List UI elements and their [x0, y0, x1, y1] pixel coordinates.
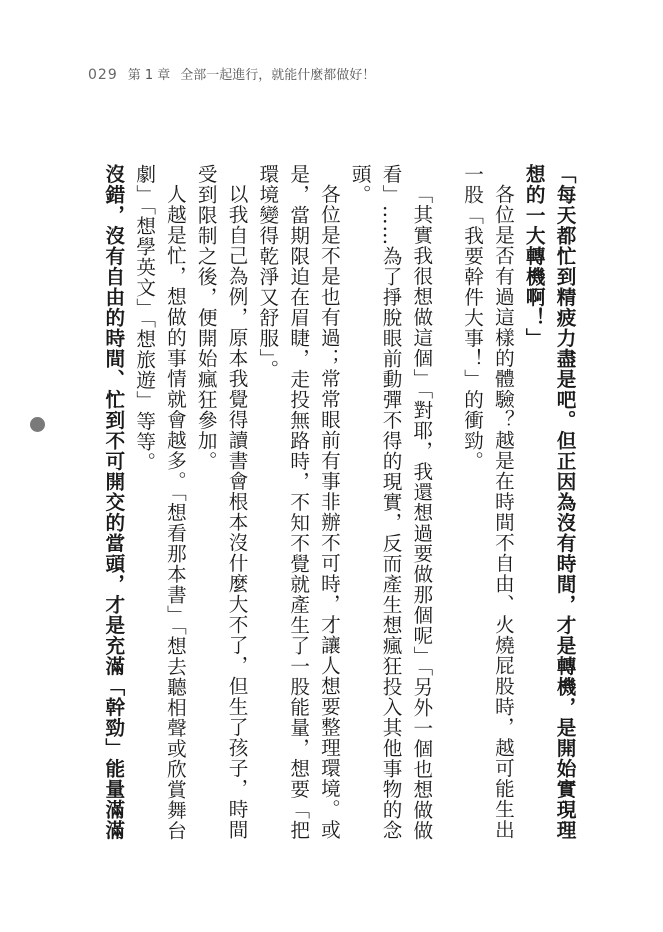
paragraph-4: 各位是不是也有過；常常眼前有事非辦不可時，才讓人想要整理環境。或是，當期限迫在眉睫，走投無路時，不知不覺就產生了一股能量，想要「把環境變得乾淨又舒服」。 — [255, 164, 341, 841]
page-edge-marker-dot — [30, 417, 45, 432]
paragraph-3: 「其實我很想做這個」「對耶，我還想過要做那個呢」「另外一個也想做做看」……為了掙脫眼前動彈不得的現實，反而產生想瘋狂投入其他事物的念頭。 — [348, 164, 433, 841]
chapter-title: 全部一起進行，就能什麼都做好！ — [180, 68, 376, 83]
paragraph-bold-conclusion: 沒錯，沒有自由的時間、忙到不可開交的當頭，才是充滿「幹勁」能量滿滿 — [101, 164, 125, 841]
chapter-label: 第 1 章 — [127, 68, 171, 83]
paragraph-5: 以我自己為例，原本我覺得讀書會根本沒什麼大不了，但生了孩子，時間受到限制之後，便開始瘋狂參加。 — [194, 164, 249, 840]
vertical-body-text — [79, 164, 579, 854]
page-number: 029 — [88, 67, 118, 83]
paragraph-6: 人越是忙，想做的事情就會越多。「想看那本書」「想去聽相聲或欣賞舞台劇」「想學英文」「想旅遊」等等。 — [132, 164, 187, 841]
running-header — [88, 64, 375, 83]
paragraph-2: 各位是否有過這樣的體驗？越是在時間不自由、火燒屁股時，越可能生出一股「我要幹件大事！」的衝勁。 — [460, 164, 515, 840]
paragraph-quote-emphasis: 「每天都忙到精疲力盡是吧。但正因為沒有時間，才是轉機，是開始實現理想的一大轉機啊！」 — [522, 164, 576, 841]
